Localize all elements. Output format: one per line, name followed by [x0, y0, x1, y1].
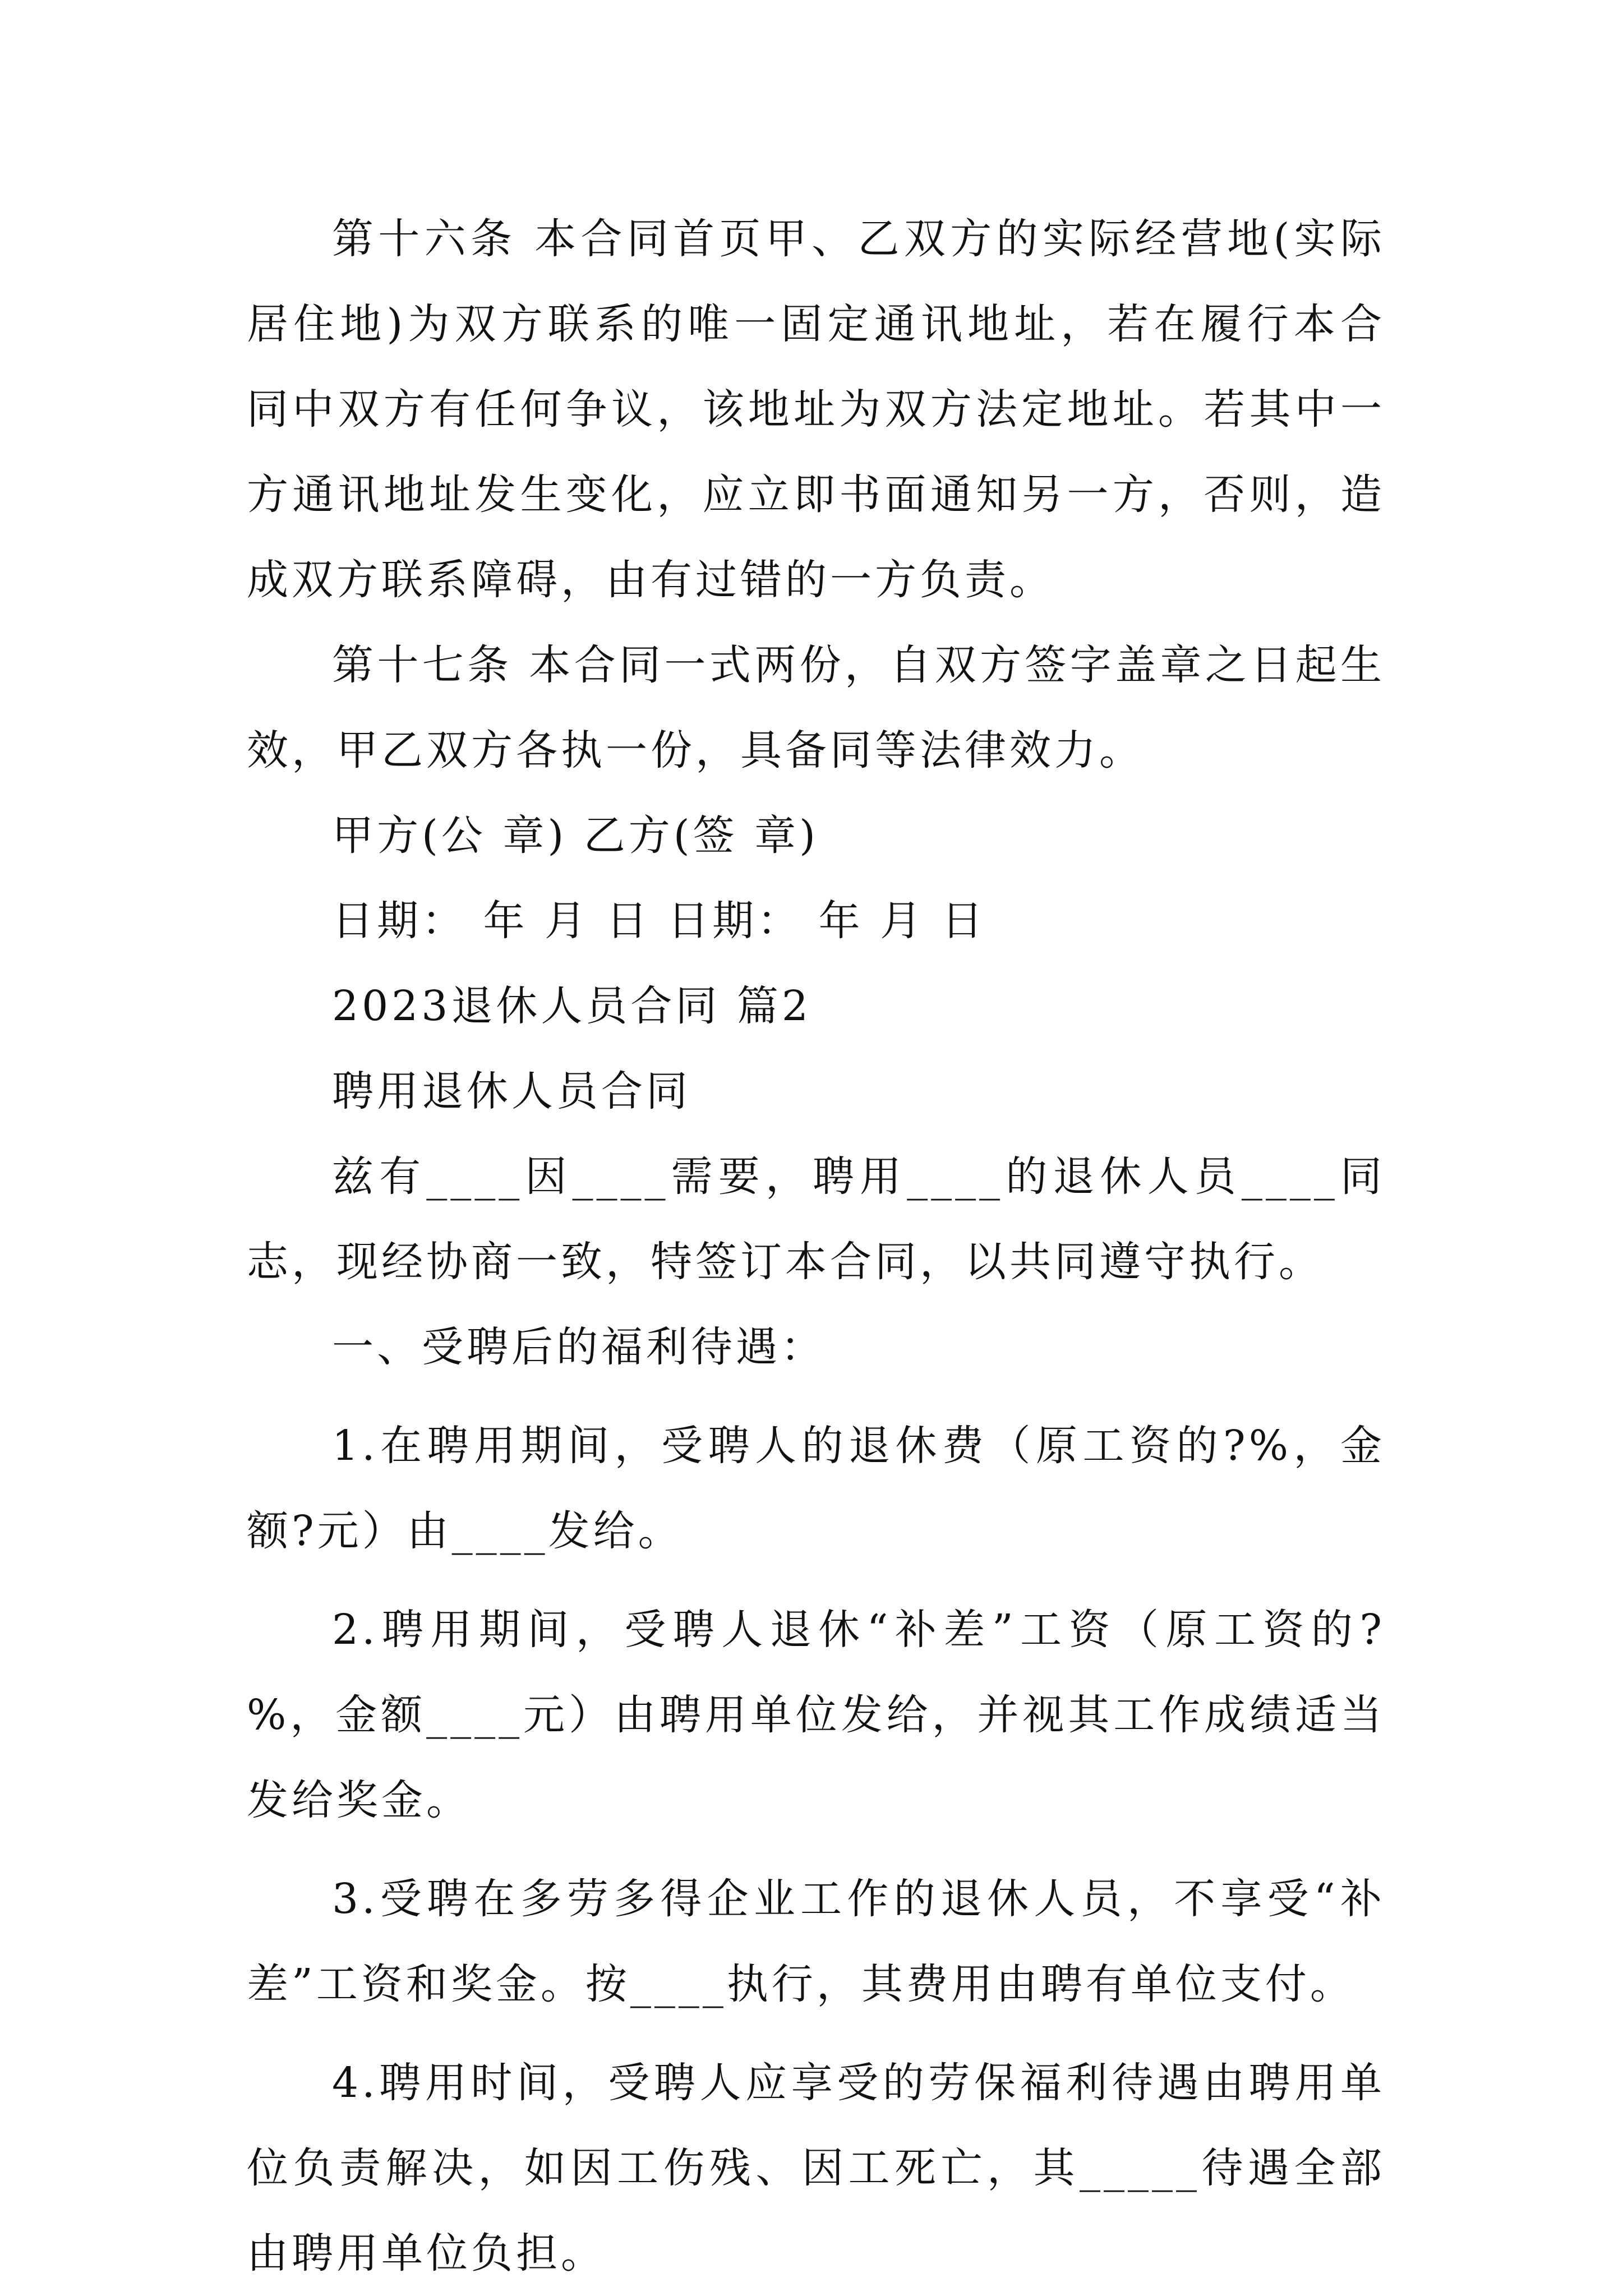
- article-16-paragraph: 第十六条 本合同首页甲、乙双方的实际经营地(实际居住地)为双方联系的唯一固定通讯地址，若在履行本合同中双方有任何争议，该地址为双方法定地址。若其中一方通讯地址发生变化，应立即书面通知另一方，否则，造成双方联系障碍，由有过错的一方负责。: [247, 215, 1385, 604]
- signature-line: 甲方(公 章) 乙方(签 章): [332, 812, 819, 860]
- contract-title: 聘用退休人员合同: [332, 1067, 691, 1115]
- intro-paragraph: 兹有____因____需要，聘用____的退休人员____同志，现经协商一致，特签订本合同，以共同遵守执行。: [247, 1152, 1385, 1286]
- benefits-heading: 一、受聘后的福利待遇：: [332, 1323, 826, 1371]
- benefit-item-3: 3.受聘在多劳多得企业工作的退休人员，不享受“补差”工资和奖金。按____执行，其费用由聘有单位支付。: [247, 1875, 1385, 2008]
- document-body: [247, 196, 1385, 2296]
- benefit-item-4: 4.聘用时间，受聘人应享受的劳保福利待遇由聘用单位负责解决，如因工伤残、因工死亡，其_____待遇全部由聘用单位负担。: [247, 2059, 1385, 2277]
- date-line: 日期： 年 月 日 日期： 年 月 日: [332, 897, 986, 945]
- benefit-item-2: 2.聘用期间，受聘人退休“补差”工资（原工资的?%，金额____元）由聘用单位发给，并视其工作成绩适当发给奖金。: [247, 1606, 1385, 1824]
- article-17-paragraph: 第十七条 本合同一式两份，自双方签字盖章之日起生效，甲乙双方各执一份，具备同等法律效力。: [247, 641, 1385, 774]
- benefit-item-1: 1.在聘用期间，受聘人的退休费（原工资的?%，金额?元）由____发给。: [247, 1422, 1385, 1555]
- section-heading: 2023退休人员合同 篇2: [332, 982, 811, 1030]
